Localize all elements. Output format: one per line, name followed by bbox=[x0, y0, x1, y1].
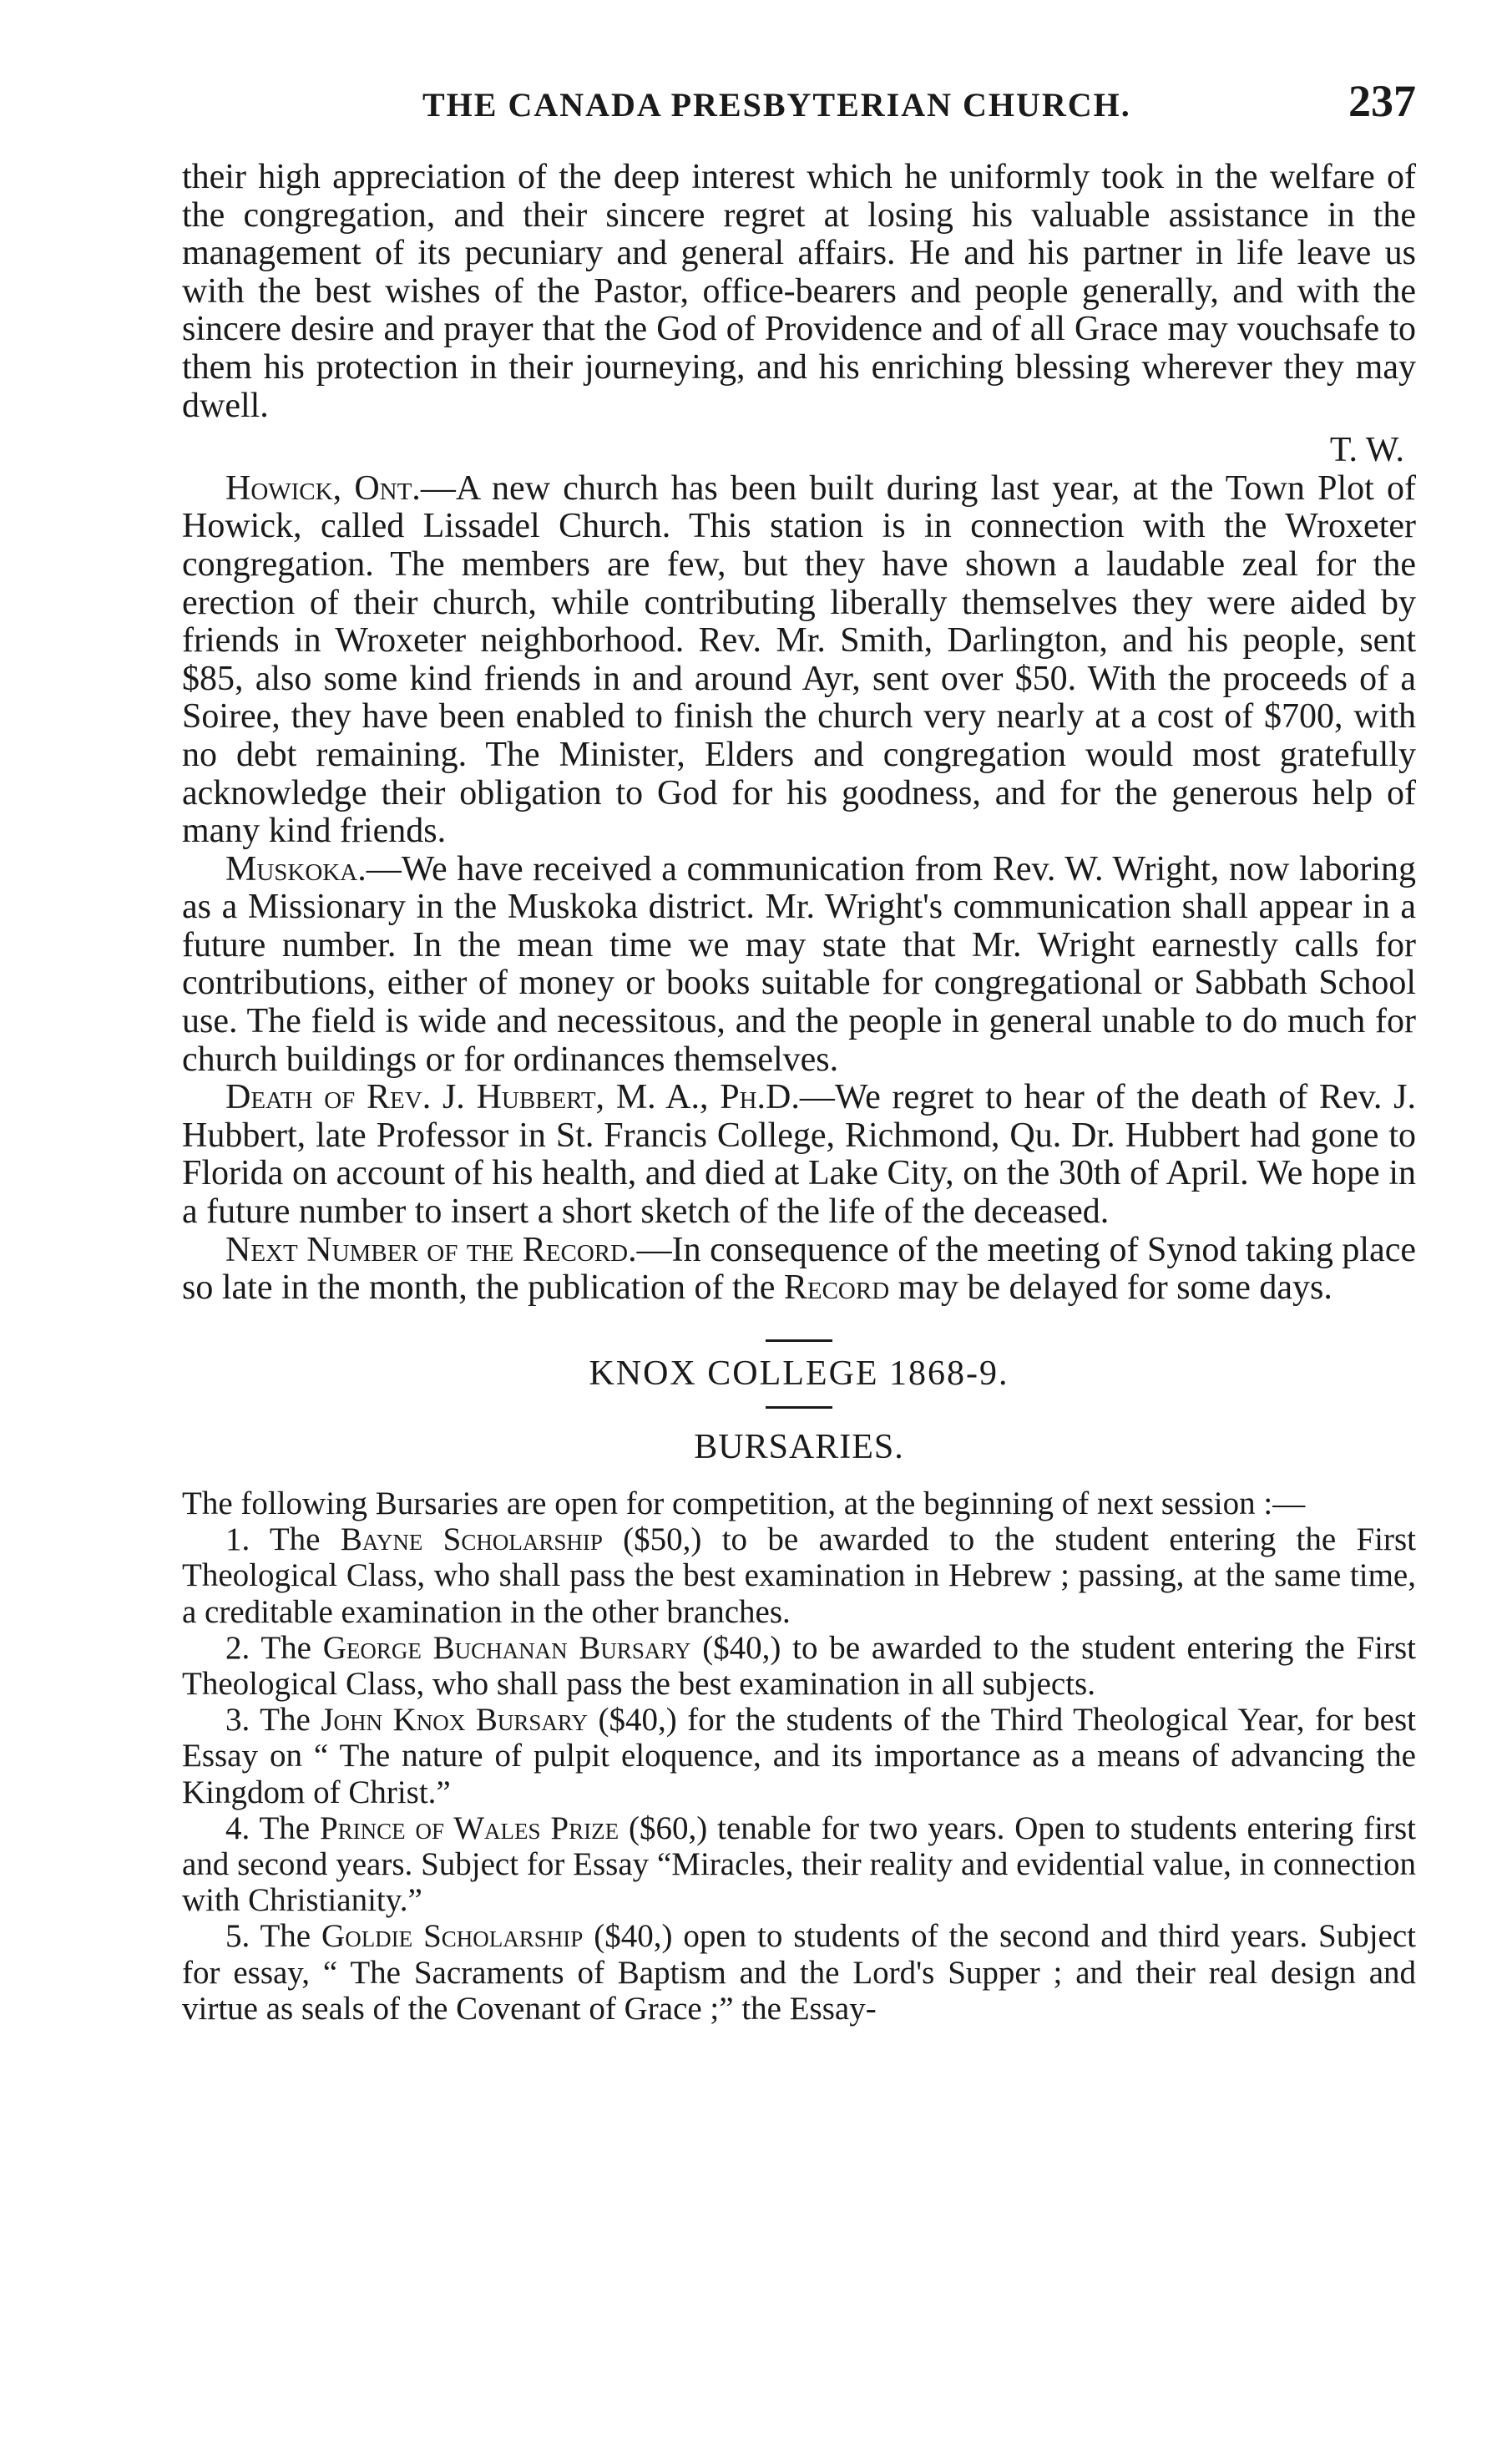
section-subtitle: BURSARIES. bbox=[694, 1428, 904, 1467]
item-number: 4. bbox=[225, 1810, 250, 1846]
item-text: ($40,) for the students of the Third Theological Year, for best Essay on “ The nature of pulpit eloquence, and its importance as a means of advancing the Kingdom of Christ.” bbox=[182, 1702, 1417, 1810]
paragraph-head: Howick, Ont. bbox=[225, 468, 421, 508]
item-number: 1. bbox=[225, 1521, 250, 1558]
section-rule bbox=[766, 1339, 832, 1342]
item-text: ($40,) open to students of the second and third years. Subject for essay, “ The Sacraments of Baptism and the Lord's Supper ; and their real design and virtue as seals of the Covenant of Grace ;” the Essay- bbox=[182, 1918, 1417, 2027]
section-rule-short bbox=[766, 1406, 832, 1409]
item-name: George Buchanan Bursary bbox=[322, 1629, 691, 1666]
paragraph-text: —In consequence of the meeting of Synod taking place so late in the month, the publication of the bbox=[182, 1230, 1417, 1308]
paragraph-text: —We regret to hear of the death of Rev. J. Hubbert, late Professor in St. Francis College, Richmond, Qu. Dr. Hubbert had gone to Florida on account of his health, and died at Lake City, on the 30th of April. We hope in a future number to insert a short sketch of the life of the deceased. bbox=[182, 1078, 1416, 1232]
item-number: 3. bbox=[225, 1702, 250, 1739]
paragraph-head: Death of Rev. J. Hubbert, M. A., Ph.D. bbox=[225, 1078, 800, 1117]
item-prefix: The bbox=[269, 1521, 341, 1558]
item-text: ($50,) to be awarded to the student entering the First Theological Class, who shall pass the best examination in Hebrew ; passing, at the same time, a creditable examination in the other branches. bbox=[182, 1521, 1417, 1630]
bursaries-intro: The following Bursaries are open for competition, at the beginning of next session :— bbox=[182, 1486, 1306, 1521]
bursary-item bbox=[182, 1630, 1416, 1702]
page-header bbox=[180, 76, 1416, 140]
paragraph-head: Next Number of the Record. bbox=[225, 1230, 637, 1269]
paragraph-next-number bbox=[182, 1232, 1416, 1308]
record-word: Record bbox=[783, 1268, 890, 1308]
item-prefix: The bbox=[260, 1918, 322, 1955]
page-number: 237 bbox=[1348, 76, 1416, 126]
paragraph-death-notice bbox=[182, 1079, 1416, 1231]
item-name: John Knox Bursary bbox=[321, 1702, 588, 1739]
paragraph-text: —A new church has been built during last year, at the Town Plot of Howick, called Lissadel Church. This station is in connection with the Wroxeter congregation. The members are few, but they have shown a laudable zeal for the erection of their church, while contributing liberally themselves they were aided by friends in Wroxeter neighborhood. Rev. Mr. Smith, Darlington, and his people, sent $85, also some kind friends in and around Ayr, sent over $50. With the proceeds of a Soiree, they have been enabled to finish the church very nearly at a cost of $700, with no debt remaining. The Minister, Elders and congregation would most gratefully acknowledge their obligation to God for his goodness, and for the generous help of many kind friends. bbox=[182, 468, 1416, 851]
paragraph-muskoka bbox=[182, 851, 1416, 1080]
item-text: ($40,) to be awarded to the student entering the First Theological Class, who shall pass the best examination in all subjects. bbox=[182, 1629, 1417, 1703]
running-head: THE CANADA PRESBYTERIAN CHURCH. bbox=[422, 86, 1131, 124]
item-name: Goldie Scholarship bbox=[321, 1918, 584, 1955]
item-prefix: The bbox=[260, 1702, 321, 1739]
knox-college-section bbox=[182, 1339, 1416, 1467]
item-number: 2. bbox=[225, 1629, 250, 1666]
item-prefix: The bbox=[260, 1629, 323, 1666]
paragraph-howick bbox=[182, 470, 1416, 851]
paragraph-text-end: may be delayed for some days. bbox=[889, 1268, 1332, 1308]
item-name: Bayne Scholarship bbox=[340, 1521, 603, 1558]
paragraph-text: —We have received a communication from Rev. W. Wright, now laboring as a Missionary in the Muskoka district. Mr. Wright's communication shall appear in a future number. In the mean time we may state that Mr. Wright earnestly calls for contributions, either of money or books suitable for congregational or Sabbath School use. The field is wide and necessitous, and the people in general unable to do much for church buildings or for ordinances themselves. bbox=[182, 849, 1416, 1079]
page-body bbox=[182, 159, 1416, 2027]
paragraph-head: Muskoka. bbox=[225, 849, 367, 888]
bursary-item bbox=[182, 1918, 1416, 2027]
bursary-item bbox=[182, 1521, 1416, 1630]
signature: T. W. bbox=[1329, 431, 1404, 470]
item-prefix: The bbox=[259, 1810, 320, 1846]
bursary-item bbox=[182, 1702, 1416, 1810]
item-text: ($60,) tenable for two years. Open to students entering first and second years. Subject for Essay “Miracles, their reality and evidential value, in connection with Christianity.” bbox=[182, 1810, 1416, 1919]
section-title: KNOX COLLEGE 1868-9. bbox=[589, 1354, 1009, 1393]
item-number: 5. bbox=[225, 1918, 250, 1955]
bursary-item bbox=[182, 1810, 1416, 1919]
item-name: Prince of Wales Prize bbox=[319, 1810, 619, 1846]
bursaries-list bbox=[182, 1486, 1416, 2027]
paragraph-continuation: their high appreciation of the deep interest which he uniformly took in the welfare of the congregation, and their sincere regret at losing his valuable assistance in the management of its pecuniary and general affairs. He and his partner in life leave us with the best wishes of the Pastor, office-bearers and people generally, and with the sincere desire and prayer that the God of Providence and of all Grace may vouchsafe to them his protection in their journeying, and his enriching blessing wherever they may dwell. bbox=[182, 158, 1416, 425]
